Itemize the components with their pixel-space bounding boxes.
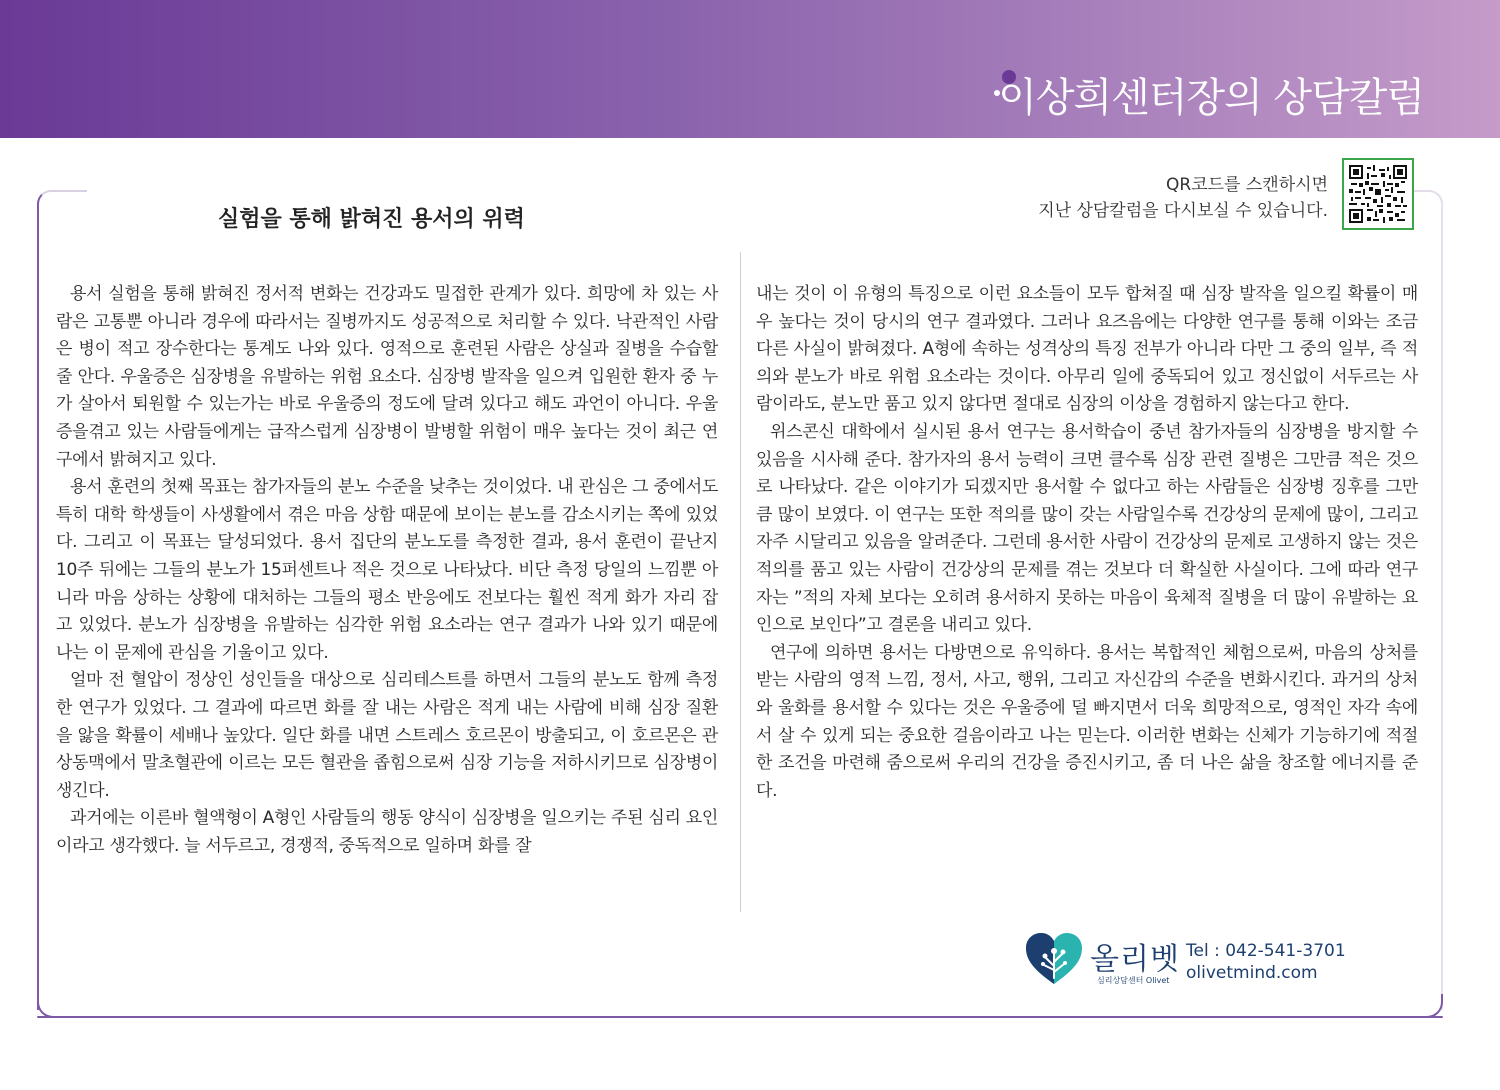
paragraph: 내는 것이 이 유형의 특징으로 이런 요소들이 모두 합쳐질 때 심장 발작을 일으킬 확률이 매우 높다는 것이 당시의 연구 결과였다. 그러나 요즈음에는 다양한 연구를 통해 이와는 조금 다른 사실이 밝혀졌다. A형에 속하는 성격상의 특징 전부가 아니라 다만 그 중의 일부, 즉 적의와 분노가 바로 위험 요소라는 것이다. 아무리 일에 중독되어 있고 정신없이 서두르는 사람이라도, 분노만 품고 있지 않다면 절대로 심장의 이상을 경험하지 않는다고 한다.: [756, 284, 1418, 415]
logo-subtitle: 심리상담센터 Olivet: [1097, 976, 1170, 985]
qr-code[interactable]: [1342, 158, 1414, 230]
frame-bottom-left-corner: [37, 994, 61, 1018]
tree-heart-logo-icon: [1024, 932, 1084, 986]
qr-code-icon: [1349, 165, 1407, 223]
contact-info: [1186, 940, 1346, 984]
paragraph: 연구에 의하면 용서는 다방면으로 유익하다. 용서는 복합적인 체험으로써, 마음의 상처를 받는 사람의 영적 느낌, 정서, 사고, 행위, 그리고 자신감의 수준을 변화시킨다. 과거의 상처와 울화를 용서할 수 있다는 것은 우울증에 덜 빠지면서 더욱 희망적으로, 영적인 자각 속에서 살 수 있게 되는 중요한 걸음이라고 나는 믿는다. 이러한 변화는 신체가 기능하기에 적절한 조건을 마련해 줌으로써 우리의 건강을 증진시키고, 좀 더 나은 삶을 창조할 에너지를 준다.: [756, 642, 1418, 801]
article-column-right: [756, 281, 1418, 805]
paragraph: 위스콘신 대학에서 실시된 용서 연구는 용서학습이 중년 참가자들의 심장병을 방지할 수 있음을 시사해 준다. 참가자의 용서 능력이 크면 클수록 심장 관련 질병은 그만큼 적은 것으로 나타났다. 같은 이야기가 되겠지만 용서할 수 없다고 하는 사람들은 심장병 징후를 그만큼 많이 보였다. 이 연구는 또한 적의를 많이 갖는 사람일수록 건강상의 문제에 많이, 그리고 자주 시달리고 있음을 알려준다. 그런데 용서한 사람이 건강상의 문제로 고생하지 않는 것은 적의를 품고 있는 사람이 건강상의 문제를 겪는 것보다 더 확실한 사실이다. 그에 따라 연구자는 ”적의 자체 보다는 오히려 용서하지 못하는 마음이 육체적 질병을 더 많이 유발하는 요인으로 보인다”고 결론을 내리고 있다.: [756, 421, 1418, 636]
qr-caption-line2: 지난 상담칼럼을 다시보실 수 있습니다.: [1038, 201, 1328, 221]
paragraph: 용서 실험을 통해 밝혀진 정서적 변화는 건강과도 밀접한 관계가 있다. 희망에 차 있는 사람은 고통뿐 아니라 경우에 따라서는 질병까지도 성공적으로 처리할 수 있다. 낙관적인 사람은 병이 적고 장수한다는 통계도 나와 있다. 영적으로 훈련된 사람은 상실과 질병을 수습할 줄 안다. 우울증은 심장병을 유발하는 위험 요소다. 심장병 발작을 일으켜 입원한 환자 중 누가 살아서 퇴원할 수 있는가는 바로 우울증의 정도에 달려 있다고 해도 과언이 아니다. 우울증을겪고 있는 사람들에게는 급작스럽게 심장병이 발병할 위험이 매우 높다는 것이 최근 연구에서 밝혀지고 있다.: [56, 284, 718, 470]
paragraph: 과거에는 이른바 혈액형이 A형인 사람들의 행동 양식이 심장병을 일으키는 주된 심리 요인이라고 생각했다. 늘 서두르고, 경쟁적, 중독적으로 일하며 화를 잘: [56, 808, 718, 856]
article-title: 실험을 통해 밝혀진 용서의 위력: [218, 207, 525, 232]
qr-caption-line1: QR코드를 스캔하시면: [1166, 175, 1328, 195]
paragraph: 얼마 전 혈압이 정상인 성인들을 대상으로 심리테스트를 하면서 그들의 분노도 함께 측정한 연구가 있었다. 그 결과에 따르면 화를 잘 내는 사람은 적게 내는 사람에 비해 심장 질환을 앓을 확률이 세배나 높았다. 일단 화를 내면 스트레스 호르몬이 방출되고, 이 호르몬은 관상동맥에서 말초혈관에 이르는 모든 혈관을 좁힘으로써 심장 기능을 저하시키므로 심장병이 생긴다.: [56, 670, 718, 801]
contact-tel: Tel : 042-541-3701: [1186, 941, 1346, 961]
logo-name: 올리벳: [1090, 942, 1180, 977]
page-title: 이상희센터장의 상담칼럼: [998, 75, 1424, 121]
frame-left-border: [37, 240, 39, 1010]
paragraph: 용서 훈련의 첫째 목표는 참가자들의 분노 수준을 낮추는 것이었다. 내 관심은 그 중에서도 특히 대학 학생들이 사생활에서 겪은 마음 상함 때문에 보이는 분노를 감소시키는 쪽에 있었다. 그리고 이 목표는 달성되었다. 용서 집단의 분노도를 측정한 결과, 용서 훈련이 끝난지 10주 뒤에는 그들의 분노가 15퍼센트나 적은 것으로 나타났다. 비단 측정 당일의 느낌뿐 아니라 마음 상하는 상황에 대처하는 그들의 평소 반응에도 전보다는 훨씬 적게 화가 자리 잡고 있었다. 분노가 심장병을 유발하는 심각한 위험 요소라는 연구 결과가 나와 있기 때문에 나는 이 문제에 관심을 기울이고 있다.: [56, 477, 718, 663]
contact-website[interactable]: olivetmind.com: [1186, 963, 1318, 983]
frame-right-border: [1441, 200, 1443, 1010]
frame-top-left-corner: [37, 190, 87, 252]
qr-caption: [1038, 172, 1328, 224]
frame-bottom-right-corner: [1419, 994, 1443, 1018]
column-divider: [740, 252, 741, 912]
article-column-left: [56, 281, 718, 860]
frame-bottom-border: [37, 1016, 1443, 1018]
